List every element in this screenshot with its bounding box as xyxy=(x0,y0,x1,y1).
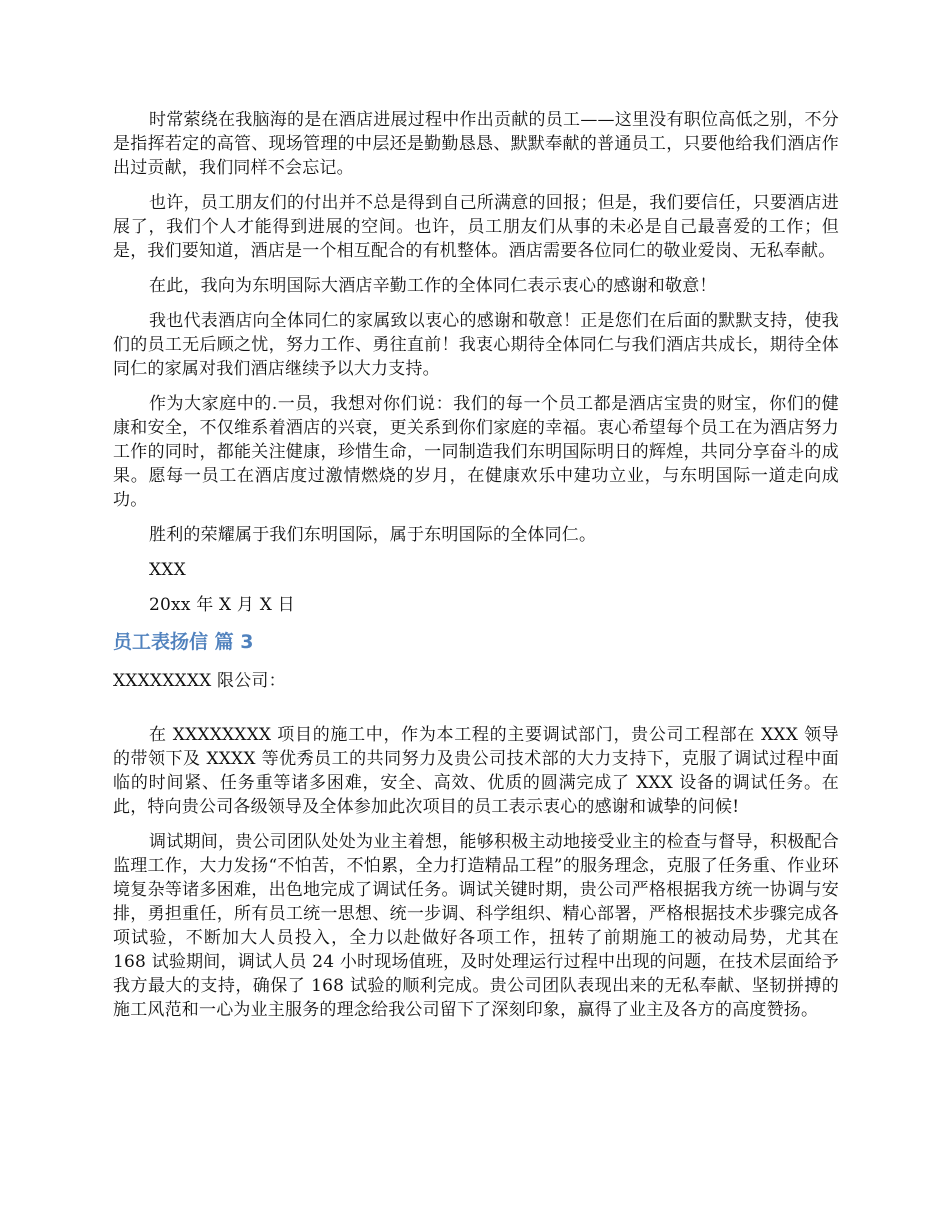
body-paragraph: 我也代表酒店向全体同仁的家属致以衷心的感谢和敬意！正是您们在后面的默默支持，使我们的员工无后顾之忧，努力工作、勇往直前！我衷心期待全体同仁与我们酒店共成长，期待全体同仁的家属对我们酒店继续予以大力支持。 xyxy=(113,311,839,379)
document-page xyxy=(113,108,839,1022)
body-paragraph: 在此，我向为东明国际大酒店辛勤工作的全体同仁表示衷心的感谢和敬意！ xyxy=(149,276,717,296)
body-paragraph: 时常萦绕在我脑海的是在酒店进展过程中作出贡献的员工——这里没有职位高低之别，不分是指挥若定的高管、现场管理的中层还是勤勤恳恳、默默奉献的普通员工，只要他给我们酒店作出过贡献，我们同样不会忘记。 xyxy=(113,110,839,178)
body-paragraph: 胜利的荣耀属于我们东明国际，属于东明国际的全体同仁。 xyxy=(149,525,597,545)
letter-date: 20xx 年 X 月 X 日 xyxy=(149,595,295,615)
salutation: XXXXXXXX 限公司： xyxy=(113,671,286,691)
signature: XXX xyxy=(149,560,186,580)
body-paragraph: 也许，员工朋友们的付出并不总是得到自己所满意的回报；但是，我们要信任，只要酒店进展了，我们个人才能得到进展的空间。也许，员工朋友们从事的未必是自己最喜爱的工作；但是，我们要知道，酒店是一个相互配合的有机整体。酒店需要各位同仁的敬业爱岗、无私奉献。 xyxy=(113,193,839,261)
section-heading: 员工表扬信 篇 3 xyxy=(113,631,254,653)
body-paragraph: 调试期间，贵公司团队处处为业主着想，能够积极主动地接受业主的检查与督导，积极配合监理工作，大力发扬“不怕苦，不怕累，全力打造精品工程”的服务理念，克服了任务重、作业环境复杂等诸多困难，出色地完成了调试任务。调试关键时期，贵公司严格根据我方统一协调与安排，勇担重任，所有员工统一思想、统一步调、科学组织、精心部署，严格根据技术步骤完成各项试验，不断加大人员投入，全力以赴做好各项工作，扭转了前期施工的被动局势，尤其在 168 试验期间，调试人员 24 小时现场值班，及时处理运行过程中出现的问题，在技术层面给予我方最大的支持，确保了 168 试验的顺利完成。贵公司团队表现出来的无私奉献、坚韧拼搏的施工风范和一心为业主服务的理念给我公司留下了深刻印象，赢得了业主及各方的高度赞扬。 xyxy=(113,832,839,1020)
body-paragraph: 作为大家庭中的.一员，我想对你们说：我们的每一个员工都是酒店宝贵的财宝，你们的健康和安全，不仅维系着酒店的兴衰，更关系到你们家庭的幸福。衷心希望每个员工在为酒店努力工作的同时，都能关注健康，珍惜生命，一同制造我们东明国际明日的辉煌，共同分享奋斗的成果。愿每一员工在酒店度过激情燃烧的岁月，在健康欢乐中建功立业，与东明国际一道走向成功。 xyxy=(113,394,839,510)
body-paragraph: 在 XXXXXXXX 项目的施工中，作为本工程的主要调试部门，贵公司工程部在 XXX 领导的带领下及 XXXX 等优秀员工的共同努力及贵公司技术部的大力支持下，克服了调试过程中面临的时间紧、任务重等诸多困难，安全、高效、优质的圆满完成了 XXX 设备的调试任务。在此，特向贵公司各级领导及全体参加此次项目的员工表示衷心的感谢和诚挚的问候! xyxy=(113,725,839,817)
